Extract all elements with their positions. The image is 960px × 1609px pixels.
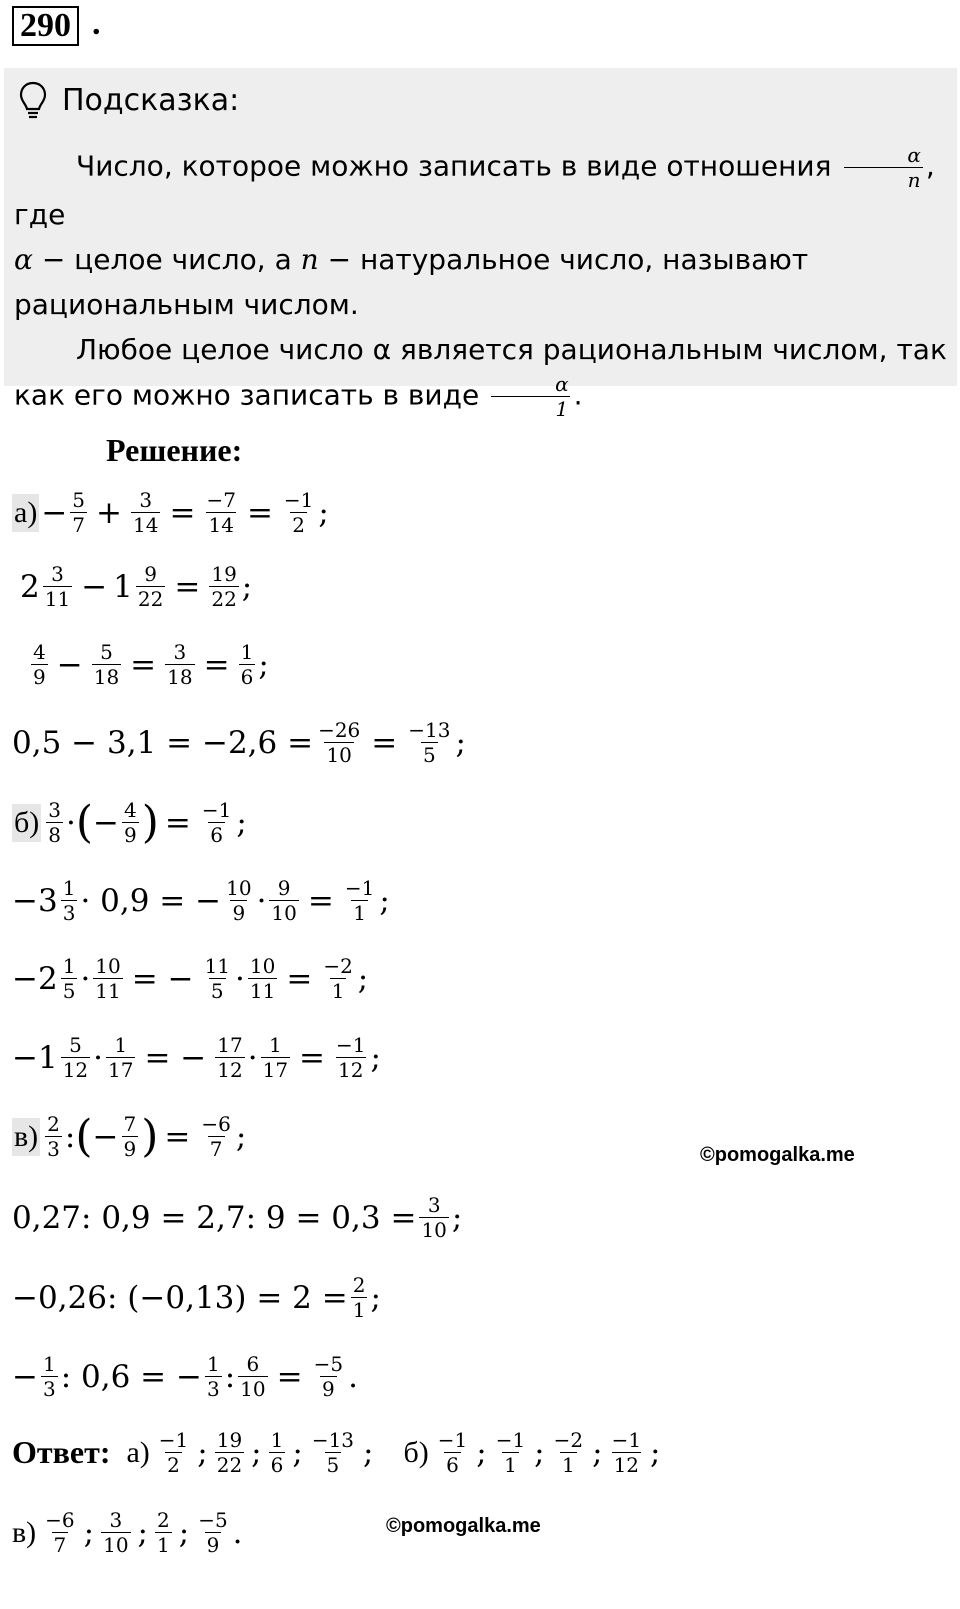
hint-text	[14, 143, 949, 421]
equation-b4: −1 $\frac{5}{12}$ · $\frac{1}{17}$ = − $\frac{17}{12}$ · $\frac{1}{17}$ = $\frac{-1}{12}$ ;	[12, 1033, 381, 1082]
answer-line-1: Ответ: а) $\frac{-1}{2}$ ; $\frac{19}{22}$ ; $\frac{1}{6}$ ; $\frac{-13}{5}$ ; б) $\frac{-1}{6}$ ; $\frac{-1}{1}$ ; $\frac{-2}{1}$ ; $\frac{-1}{12}$ ;	[12, 1428, 661, 1477]
watermark-1: ©pomogalka.me	[700, 1144, 855, 1166]
watermark-2: ©pomogalka.me	[386, 1515, 541, 1537]
equation-b3: −2 $\frac{1}{5}$ · $\frac{10}{11}$ = − $\frac{11}{5}$ · $\frac{10}{11}$ = $\frac{-2}{1}$ ;	[12, 954, 369, 1003]
equation-v4: − $\frac{1}{3}$ : 0,6 = − $\frac{1}{3}$ : $\frac{6}{10}$ = $\frac{-5}{9}$ .	[12, 1352, 358, 1401]
equation-a1: а) − $\frac{5}{7}$ + $\frac{3}{14}$ = $\frac{-7}{14}$ = $\frac{-1}{2}$ ;	[14, 488, 329, 537]
hint-header	[18, 80, 239, 120]
equation-b2: −3 $\frac{1}{3}$ · 0,9 = − $\frac{10}{9}$ · $\frac{9}{10}$ = $\frac{-1}{1}$ ;	[12, 876, 390, 925]
equation-v1: в) $\frac{2}{3}$ : ( − $\frac{7}{9}$ ) = $\frac{-6}{7}$ ;	[14, 1110, 247, 1162]
hint-box	[4, 68, 957, 421]
lightbulb-icon	[18, 80, 48, 120]
fraction-alpha-1: $\frac{\alpha}{1}$	[491, 372, 571, 421]
solution-title: Решение:	[106, 432, 243, 468]
answer-line-2: в) $\frac{-6}{7}$ ; $\frac{3}{10}$ ; $\frac{2}{1}$ ; $\frac{-5}{9}$ .	[12, 1508, 243, 1557]
task-number-dot: .	[92, 5, 101, 42]
equation-a3: $\frac{4}{9}$ − $\frac{5}{18}$ = $\frac{3}{18}$ = $\frac{1}{6}$ ;	[33, 640, 269, 689]
hint-paragraph-2: Любое целое число α является рациональным числом, так как его можно записать в виде $\frac{\alpha}{1}$ .	[14, 333, 947, 421]
equation-v2: 0,27: 0,9 = 2,7: 9 = 0,3 = $\frac{3}{10}$ ;	[12, 1193, 463, 1242]
task-number: 290	[12, 6, 79, 46]
equation-b1: б) $\frac{3}{8}$ · ( − $\frac{4}{9}$ ) = $\frac{-1}{6}$ ;	[14, 796, 247, 848]
equation-a2: 2 $\frac{3}{11}$ − 1 $\frac{9}{22}$ = $\frac{19}{22}$ ;	[20, 562, 253, 611]
equation-v3: −0,26: (−0,13) = 2 = $\frac{2}{1}$ ;	[12, 1273, 381, 1322]
hint-paragraph-1: Число, которое можно записать в виде отношения $\frac{\alpha}{n}$ , где α − целое число, а n − натуральное число, называют рациональным числом.	[14, 143, 935, 321]
equation-a4: 0,5 − 3,1 = −2,6 = $\frac{-26}{10}$ = $\frac{-13}{5}$ ;	[12, 718, 466, 767]
hint-title: Подсказка:	[62, 82, 240, 118]
fraction-alpha-n: $\frac{\alpha}{n}$	[843, 143, 923, 192]
